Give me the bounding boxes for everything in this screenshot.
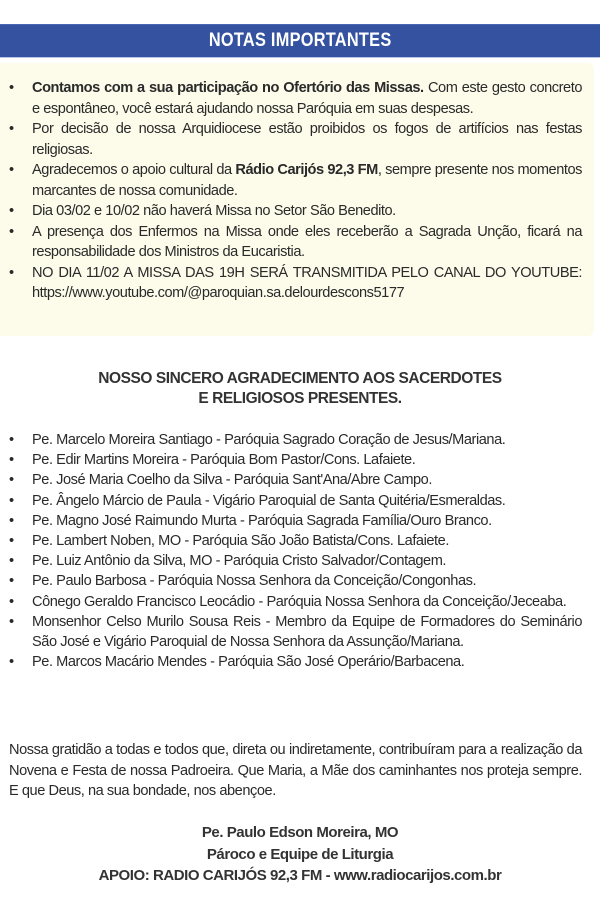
bullet-icon: • [9,472,14,489]
bullet-icon: • [9,533,14,550]
note-bold: Rádio Carijós 92,3 FM [235,162,378,178]
priest-item [0,531,582,551]
priest-text: Pe. Edir Martins Moreira - Paróquia Bom Pastor/Cons. Lafaiete. [32,452,416,469]
bullet-icon: • [9,121,14,137]
priest-item [0,470,582,490]
bullet-icon: • [9,613,14,630]
priest-text: Pe. Paulo Barbosa - Paróquia Nossa Senhora da Conceição/Congonhas. [32,573,477,590]
priest-item [0,491,582,511]
note-item [0,222,582,263]
note-text: Agradecemos o apoio cultural da [32,162,236,178]
priest-item [0,551,582,571]
note-text: Com este gesto concreto e espontâneo, você estará ajudando nossa Paróquia em suas despesas. [32,80,582,117]
priest-text: Cônego Geraldo Francisco Leocádio - Paróquia Nossa Senhora da Conceição/Jeceaba. [32,593,567,610]
closing-paragraph: Nossa gratidão a todas e todos que, direta ou indiretamente, contribuíram para a realização da Novena e Festa de nossa Padroeira. Que Maria, a Mãe dos caminhantes nos proteja sempre. E que Deus, na sua bondade, nos abençoe. [9,742,582,799]
bullet-icon: • [9,223,14,240]
priest-item [0,430,582,450]
bullet-icon: • [9,264,14,281]
bullet-icon: • [9,80,14,96]
acknowledgement-title-line2: E RELIGIOSOS PRESENTES. [198,390,402,407]
priests-list [0,430,582,672]
bullet-icon: • [9,203,14,219]
priest-item [0,450,582,470]
notes-list [0,78,593,304]
priest-text: Monsenhor Celso Murilo Sousa Reis - Membro da Equipe de Formadores do Seminário São José e Vigário Paroquial de Nossa Senhora da Assunção/Mariana. [32,613,582,651]
note-text-youtube: NO DIA 11/02 A MISSA DAS 19H SERÁ TRANSMITIDA PELO CANAL DO YOUTUBE: https://www.youtube.com/@paroquian.sa.delourdescons5177 [32,264,593,301]
priest-item [0,612,582,652]
note-item [0,160,582,201]
banner-title: NOTAS IMPORTANTES [208,30,392,51]
priest-text: Pe. Magno José Raimundo Murta - Paróquia Sagrada Família/Ouro Branco. [32,512,492,529]
acknowledgement-title-line1: NOSSO SINCERO AGRADECIMENTO AOS SACERDOTES [98,370,502,387]
bullet-icon: • [9,553,14,570]
note-text: Por decisão de nossa Arquidiocese estão proibidos os fogos de artifícios nas festas religiosas. [32,121,582,158]
bullet-icon: • [9,573,14,590]
signature-block [0,822,600,887]
note-text: Dia 03/02 e 10/02 não haverá Missa no Setor São Benedito. [32,203,396,219]
note-item [0,263,593,304]
bullet-icon: • [9,512,14,529]
signature-support: APOIO: RADIO CARIJÓS 92,3 FM - www.radiocarijos.com.br [98,867,502,884]
signature-role: Pároco e Equipe de Liturgia [206,845,394,863]
note-item [0,78,582,119]
bullet-icon: • [9,654,14,671]
bullet-icon: • [9,162,14,178]
note-item [0,201,582,222]
priest-text: Pe. Marcelo Moreira Santiago - Paróquia Sagrado Coração de Jesus/Mariana. [32,432,506,448]
priest-text: Pe. José Maria Coelho da Silva - Paróquia Sant'Ana/Abre Campo. [32,472,432,489]
signature-name: Pe. Paulo Edson Moreira, MO [201,824,399,841]
priest-text: Pe. Luiz Antônio da Silva, MO - Paróquia Cristo Salvador/Contagem. [32,553,447,570]
bullet-icon: • [9,593,14,610]
priest-item [0,571,582,591]
bullet-icon: • [9,452,14,469]
acknowledgement-title [0,369,600,409]
priest-item [0,511,582,531]
priest-text: Pe. Lambert Noben, MO - Paróquia São João Batista/Cons. Lafaiete. [32,533,449,550]
bullet-icon: • [9,432,14,448]
section-banner [0,24,600,58]
note-item [0,119,582,160]
priest-text: Pe. Ângelo Márcio de Paula - Vigário Paroquial de Santa Quitéria/Esmeraldas. [32,492,506,509]
note-text: A presença dos Enfermos na Missa onde eles receberão a Sagrada Unção, ficará na responsabilidade dos Ministros da Eucaristia. [32,223,582,260]
note-text: , sempre presente nos momentos marcantes de nossa comunidade. [32,162,582,199]
priest-item [0,652,582,672]
priest-item [0,592,582,612]
bullet-icon: • [9,492,14,509]
priest-text: Pe. Marcos Macário Mendes - Paróquia São José Operário/Barbacena. [32,654,465,671]
note-bold: Contamos com a sua participação no Ofertório das Missas. [32,80,424,96]
